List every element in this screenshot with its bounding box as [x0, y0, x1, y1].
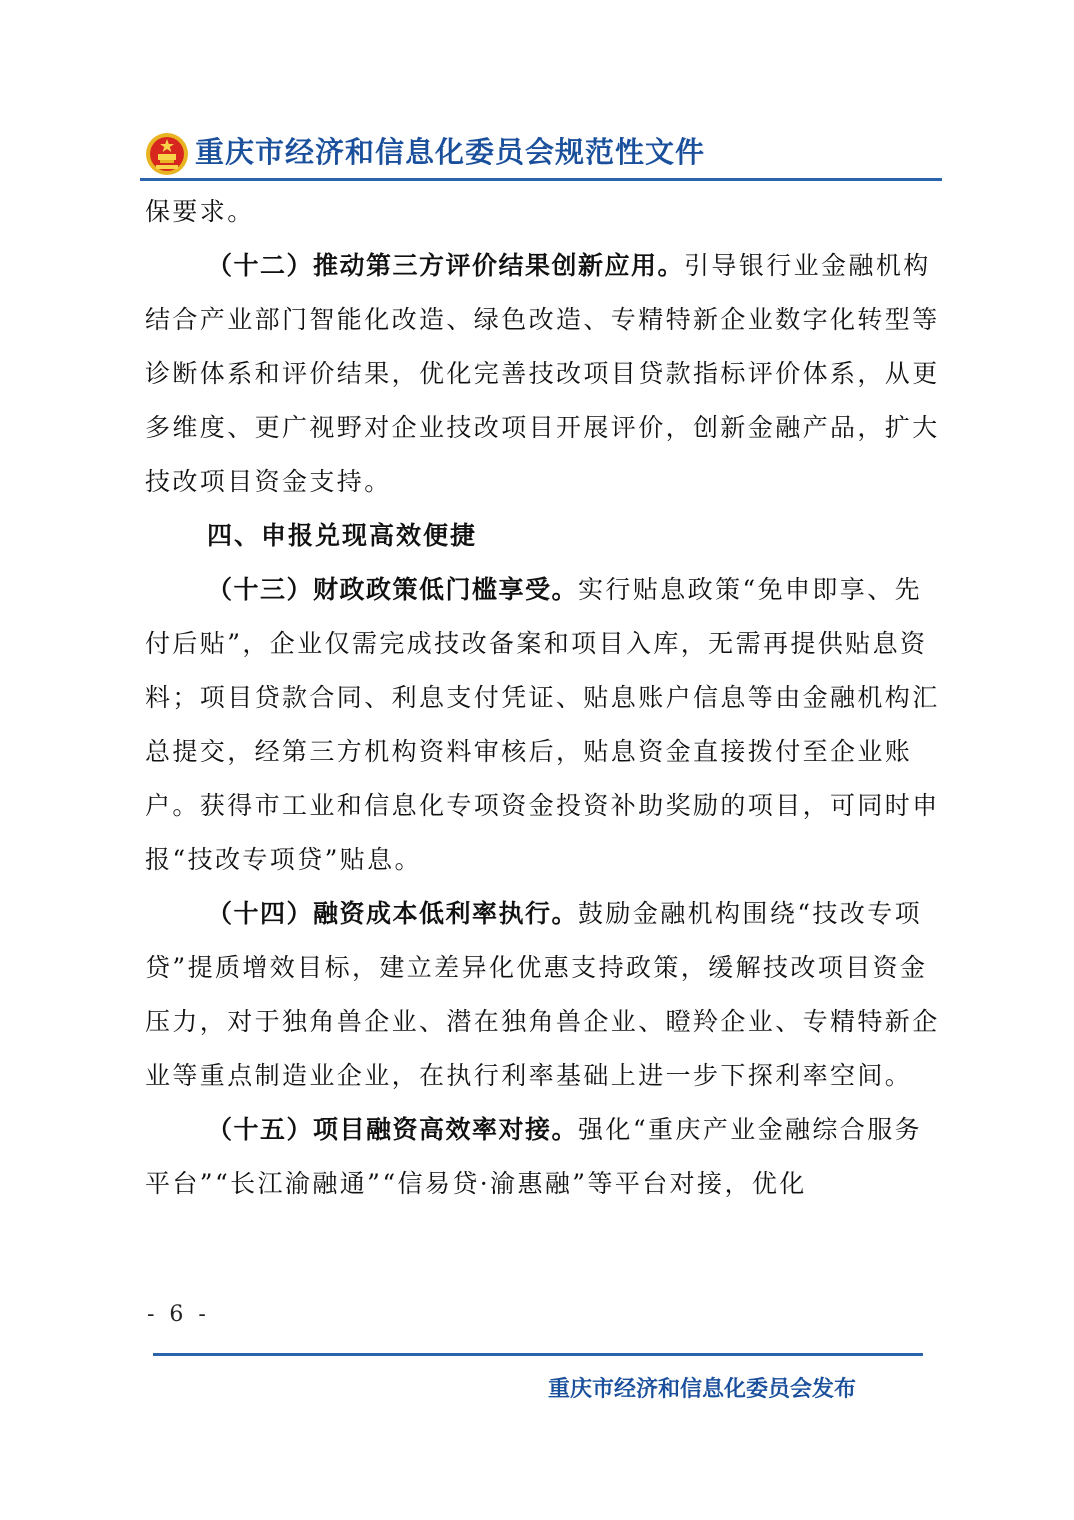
paragraph-text: 鼓励金融机构围绕“技改专项贷”提质增效目标，建立差异化优惠支持政策，缓解技改项目资金压力，对于独角兽企业、潜在独角兽企业、瞪羚企业、专精特新企业等重点制造业企业，在执行利率基础上进一步下探利率空间。 [145, 899, 940, 1090]
document-body [145, 185, 945, 1211]
paragraph-item-13 [145, 563, 945, 887]
item-title: （十三）财政政策低门槛享受。 [207, 575, 579, 604]
header-title: 重庆市经济和信息化委员会规范性文件 [195, 135, 706, 169]
header-divider [140, 178, 942, 181]
item-title: （十二）推动第三方评价结果创新应用。 [207, 251, 685, 280]
paragraph-continuation [145, 185, 945, 239]
paragraph-item-15 [145, 1103, 945, 1211]
paragraph-text: 强化“重庆产业金融综合服务平台”“长江渝融通”“信易贷·渝惠融”等平台对接，优化 [145, 1115, 922, 1198]
paragraph-text: 保要求。 [145, 197, 255, 226]
item-title: （十五）项目融资高效率对接。 [207, 1115, 579, 1144]
paragraph-item-14 [145, 887, 945, 1103]
page-number: - 6 - [147, 1302, 210, 1327]
national-emblem-icon [145, 132, 189, 176]
document-header [140, 126, 940, 180]
paragraph-text: 引导银行业金融机构结合产业部门智能化改造、绿色改造、专精特新企业数字化转型等诊断体系和评价结果，优化完善技改项目贷款指标评价体系，从更多维度、更广视野对企业技改项目开展评价，创新金融产品，扩大技改项目资金支持。 [145, 251, 940, 496]
paragraph-item-12 [145, 239, 945, 509]
footer-divider [153, 1353, 923, 1356]
paragraph-text: 实行贴息政策“免申即享、先付后贴”，企业仅需完成技改备案和项目入库，无需再提供贴息资料；项目贷款合同、利息支付凭证、贴息账户信息等由金融机构汇总提交，经第三方机构资料审核后，贴息资金直接拨付至企业账户。获得市工业和信息化专项资金投资补助奖励的项目，可同时申报“技改专项贷”贴息。 [145, 575, 940, 874]
footer-publisher: 重庆市经济和信息化委员会发布 [548, 1377, 857, 1402]
item-title: （十四）融资成本低利率执行。 [207, 899, 579, 928]
section-heading: 四、申报兑现高效便捷 [207, 521, 478, 550]
